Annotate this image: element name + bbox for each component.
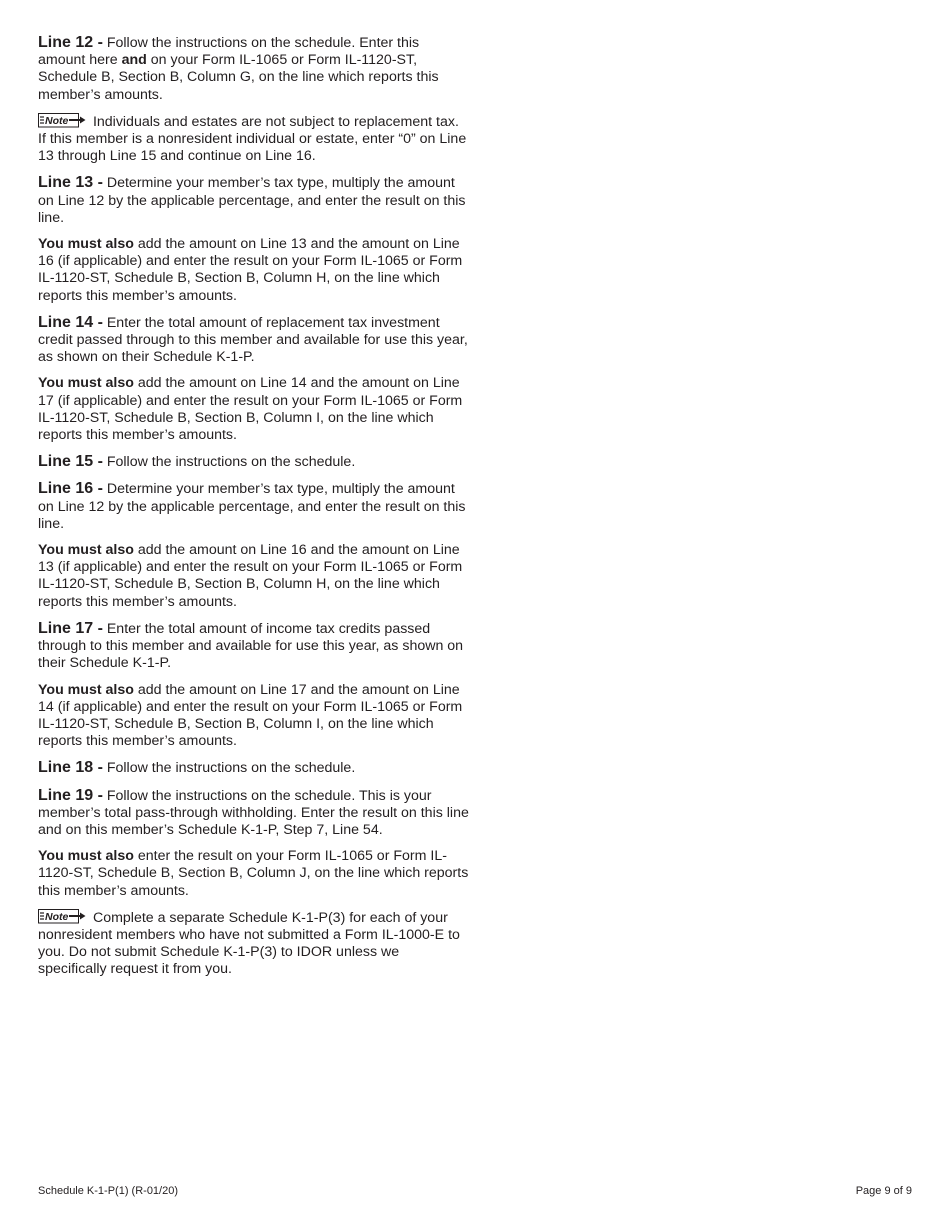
line-instruction [38, 759, 470, 777]
must-also-paragraph [38, 542, 470, 611]
must-also-label: You must also [38, 681, 134, 698]
body-text: add the amount on Line 16 and the amount on Line 13 (if applicable) and enter the result on your Form IL-1065 or Form IL-1120-ST, Schedule B, Section B, Column H, on the line which reports this member’s amounts. [38, 542, 463, 610]
body-text: add the amount on Line 17 and the amount on Line 14 (if applicable) and enter the result on your Form IL-1065 or Form IL-1120-ST, Schedule B, Section B, Column I, on the line which reports this member’s amounts. [38, 681, 463, 750]
body-text: add the amount on Line 14 and the amount on Line 17 (if applicable) and enter the result on your Form IL-1065 or Form IL-1120-ST, Schedule B, Section B, Column I, on the line which reports this member’s amounts. [38, 375, 463, 444]
body-text: enter the result on your Form IL-1065 or Form IL-1120-ST, Schedule B, Section B, Column J, on the line which reports this member’s amounts. [38, 848, 469, 899]
note-icon [38, 909, 86, 924]
line-instruction [38, 453, 470, 471]
must-also-paragraph [38, 682, 470, 751]
body-text: Follow the instructions on the schedule. [102, 454, 356, 471]
body-text: on your Form IL-1065 or Form IL-1120-ST, Schedule B, Section B, Column G, on the line which reports this member’s amounts. [38, 52, 439, 103]
body-text: Individuals and estates are not subject to replacement tax. If this member is a nonresident individual or estate, enter “0” on Line 13 through Line 15 and continue on Line 16. [38, 113, 467, 165]
must-also-paragraph [38, 236, 470, 305]
line-instruction [38, 174, 470, 227]
must-also-paragraph [38, 375, 470, 444]
line-label: Line 12 - [38, 34, 103, 51]
body-text: Enter the total amount of replacement tax investment credit passed through to this member and available for use this year, as shown on their Schedule K-1-P. [38, 314, 468, 366]
body-text: Follow the instructions on the schedule. This is your member’s total pass-through withholding. Enter the result on this line and on this member’s Schedule K-1-P, Step 7, Line 54. [38, 787, 469, 838]
body-text: Determine your member’s tax type, multiply the amount on Line 12 by the applicable percentage, and enter the result on this line. [38, 481, 466, 532]
must-also-label: You must also [38, 542, 134, 559]
line-label: Line 19 - [38, 786, 103, 804]
note-paragraph [38, 113, 470, 166]
line-label: Line 17 - [38, 619, 103, 637]
line-instruction [38, 314, 470, 367]
must-also-paragraph [38, 848, 470, 900]
line-instruction [38, 620, 470, 673]
must-also-label: You must also [38, 848, 134, 865]
form-identifier: Schedule K-1-P(1) (R-01/20) [38, 1185, 179, 1197]
note-icon [38, 113, 86, 128]
note-paragraph [38, 909, 470, 979]
line-label: Line 18 - [38, 759, 103, 777]
line-instruction [38, 34, 470, 104]
line-instruction [38, 787, 470, 840]
body-text: Follow the instructions on the schedule. [102, 760, 356, 777]
line-label: Line 13 - [38, 174, 103, 192]
emphasis-text: and [121, 52, 147, 69]
line-label: Line 14 - [38, 313, 103, 331]
body-text: Complete a separate Schedule K-1-P(3) for each of your nonresident members who have not submitted a Form IL-1000-E to you. Do not submit Schedule K-1-P(3) to IDOR unless we specifically request it from you. [38, 909, 460, 978]
note-icon-label: Note [45, 114, 69, 127]
page-number: Page 9 of 9 [855, 1185, 912, 1197]
line-label: Line 16 - [38, 480, 103, 498]
must-also-label: You must also [38, 375, 134, 392]
body-text: Determine your member’s tax type, multiply the amount on Line 12 by the applicable percentage, and enter the result on this line. [38, 175, 466, 226]
line-label: Line 15 - [38, 453, 103, 471]
must-also-label: You must also [38, 236, 134, 253]
body-text: Enter the total amount of income tax credits passed through to this member and available for use this year, as shown on their Schedule K-1-P. [38, 620, 464, 672]
instructions-column [38, 34, 470, 988]
note-icon-label: Note [45, 910, 69, 923]
body-text: Follow the instructions on the schedule. Enter this amount here [38, 35, 420, 69]
body-text: add the amount on Line 13 and the amount on Line 16 (if applicable) and enter the result on your Form IL-1065 or Form IL-1120-ST, Schedule B, Section B, Column H, on the line which reports this member’s amounts. [38, 236, 463, 304]
line-instruction [38, 480, 470, 533]
